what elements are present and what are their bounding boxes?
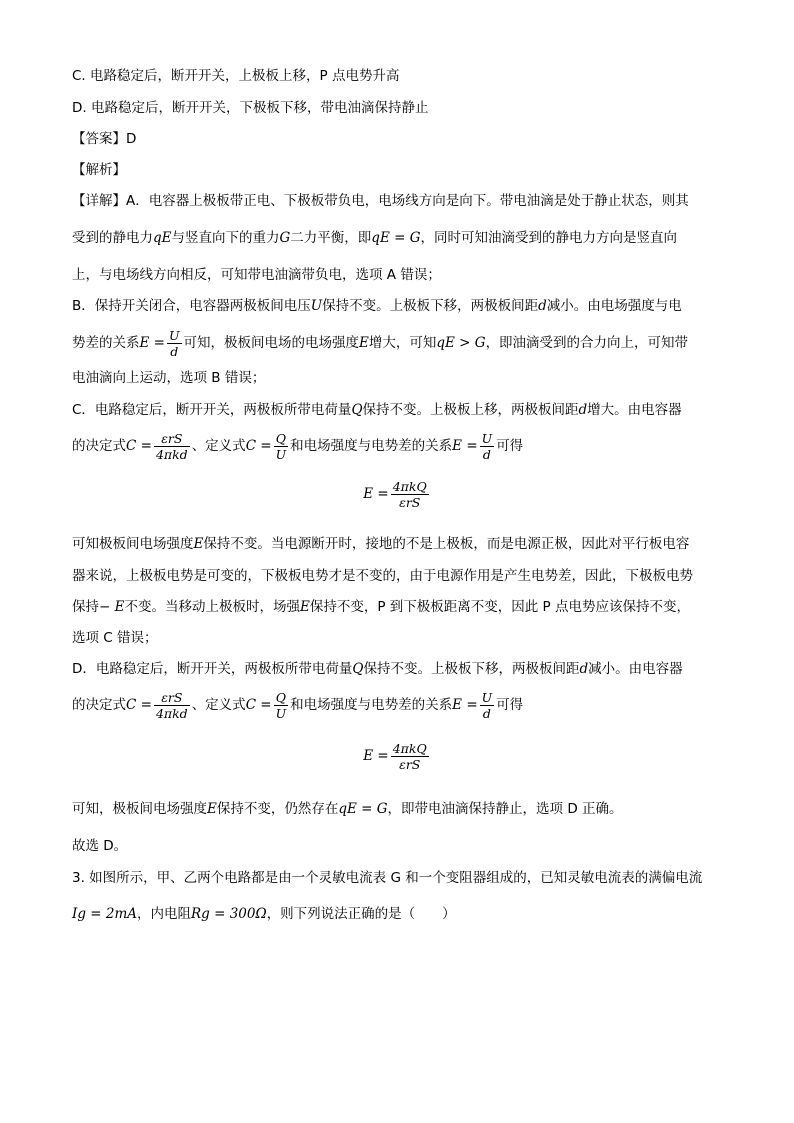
text: 可得 xyxy=(496,697,524,713)
answer-line: 【答案】D xyxy=(72,131,137,147)
denominator: 4πkd xyxy=(155,705,188,721)
question-3-line1: 3. 如图所示，甲、乙两个电路都是由一个灵敏电流表 G 和一个变阻器组成的，已知灵敏电流表的满偏电流 xyxy=(72,870,703,886)
text: 减小。由电场强度与电 xyxy=(546,298,682,314)
formula: Q xyxy=(352,661,364,677)
detail-c-line5 xyxy=(72,597,690,617)
numerator: U xyxy=(168,327,180,343)
text: 减小。由电容器 xyxy=(588,661,683,677)
equation-c xyxy=(0,478,794,510)
detail-b-line1 xyxy=(72,296,682,316)
text: 增大。由电容器 xyxy=(587,402,682,418)
formula: E = xyxy=(363,486,389,502)
fraction-field xyxy=(391,741,429,772)
conclusion: 故选 D。 xyxy=(72,838,128,854)
numerator: εrS xyxy=(154,690,190,706)
text: 不变。当移动上极板时，场强 xyxy=(124,599,300,615)
text: 的决定式 xyxy=(72,438,126,454)
formula: U xyxy=(310,298,323,314)
text: 可知，极板间电场的电场强度 xyxy=(183,335,360,351)
numerator: εrS xyxy=(154,431,190,447)
formula: E xyxy=(193,536,204,552)
text: 保持不变，仍然存在 xyxy=(216,801,339,817)
text: D．电路稳定后，断开开关，两极板所带电荷量 xyxy=(72,661,353,677)
text: 势差的关系 xyxy=(72,335,140,351)
question-3-line2 xyxy=(72,904,456,924)
detail-c-line2 xyxy=(72,430,523,462)
text: 增大，可知 xyxy=(368,335,437,351)
fraction-capacitance xyxy=(154,690,190,721)
formula: G xyxy=(279,230,291,246)
text: 可知极板间电场强度 xyxy=(72,536,194,552)
formula: E = xyxy=(452,438,478,454)
text: 、定义式 xyxy=(191,438,246,454)
formula: E = xyxy=(363,748,389,764)
detail-a-line3: 上，与电场线方向相反，可知带电油滴带负电，选项 A 错误； xyxy=(72,267,441,283)
formula: qE = G xyxy=(338,801,388,817)
text: 二力平衡，即 xyxy=(290,230,372,246)
detail-d-line3 xyxy=(72,799,623,819)
formula: E xyxy=(299,599,310,615)
denominator: εrS xyxy=(399,494,421,510)
denominator: U xyxy=(275,705,287,721)
numerator: U xyxy=(481,430,493,446)
detail-b-line3: 电油滴向上运动，选项 B 错误； xyxy=(72,370,266,386)
fraction-u-over-d xyxy=(480,431,495,462)
option-c: C. 电路稳定后，断开开关，上极板上移，P 点电势升高 xyxy=(72,68,400,84)
detail-c-line4: 器来说，上极板电势是可变的，下极板电势才是不变的，由于电源作用是产生电势差，因此，下极板电势 xyxy=(72,568,693,584)
numerator: Q xyxy=(274,431,289,447)
text: ，即带电油滴保持静止，选项 D 正确。 xyxy=(387,801,623,817)
equation-d xyxy=(0,740,794,772)
formula: E xyxy=(359,335,369,351)
text: 保持不变。上极板下移，两极板间距 xyxy=(363,661,580,677)
text: ，则下列说法正确的是（ ） xyxy=(266,906,456,922)
denominator: d xyxy=(170,343,179,359)
numerator: 4πkQ xyxy=(392,478,427,494)
analysis-heading: 【解析】 xyxy=(72,162,126,178)
text: C．电路稳定后，断开开关，两极板所带电荷量 xyxy=(72,402,352,418)
text: 保持不变。当电源断开时，接地的不是上极板，而是电源正极，因此对平行板电容 xyxy=(203,536,690,552)
denominator: U xyxy=(275,446,287,462)
fraction-u-over-d xyxy=(480,690,495,721)
text: 、定义式 xyxy=(191,697,246,713)
formula: C = xyxy=(245,697,272,713)
formula: C = xyxy=(126,438,152,454)
text: 保持不变。上极板下移，两极板间距 xyxy=(322,298,539,314)
formula: C = xyxy=(245,438,272,454)
text: 受到的静电力 xyxy=(72,230,153,246)
text: 保持不变。上极板上移，两极板间距 xyxy=(362,402,579,418)
option-d: D. 电路稳定后，断开开关，下极板下移，带电油滴保持静止 xyxy=(72,100,429,116)
text: ，内电阻 xyxy=(137,906,192,922)
text: 可得 xyxy=(496,438,524,454)
detail-d-line2 xyxy=(72,689,523,721)
formula: E = xyxy=(139,335,165,351)
denominator: d xyxy=(482,705,491,721)
detail-c-line6: 选项 C 错误； xyxy=(72,630,158,646)
fraction-q-over-u xyxy=(274,690,289,721)
formula-full-scale-current: Ig = 2mA xyxy=(72,906,138,922)
text: 保持不变，P 到下极板距离不变，因此 P 点电势应该保持不变， xyxy=(309,599,690,615)
formula: d xyxy=(578,402,588,418)
formula: E = xyxy=(452,697,478,713)
fraction-capacitance xyxy=(154,431,190,462)
formula: qE = G xyxy=(371,230,421,246)
formula-internal-resistance: Rg = 300Ω xyxy=(191,906,267,922)
detail-a-line1: 【详解】A．电容器上极板带正电、下极板带负电，电场线方向是向下。带电油滴是处于静止状态，则其 xyxy=(72,193,689,209)
text: 可知，极板间电场强度 xyxy=(72,801,207,817)
text: 和电场强度与电势差的关系 xyxy=(290,697,453,713)
detail-b-line2 xyxy=(72,327,688,359)
detail-d-line1 xyxy=(72,659,683,679)
formula: qE > G xyxy=(436,335,486,351)
text: ，即油滴受到的合力向上，可知带 xyxy=(485,335,689,351)
detail-c-line1 xyxy=(72,400,682,420)
numerator: U xyxy=(481,689,493,705)
text: ，同时可知油滴受到的静电力方向是竖直向 xyxy=(420,230,677,246)
numerator: Q xyxy=(274,690,289,706)
detail-a-line2 xyxy=(72,228,677,248)
denominator: d xyxy=(482,446,491,462)
fraction-field xyxy=(391,479,429,510)
fraction-u-over-d xyxy=(167,328,182,359)
text: 的决定式 xyxy=(72,697,126,713)
denominator: εrS xyxy=(399,756,421,772)
formula: C = xyxy=(126,697,152,713)
text: 和电场强度与电势差的关系 xyxy=(290,438,453,454)
text: 保持 xyxy=(72,599,99,615)
detail-c-line3 xyxy=(72,534,689,554)
formula: − E xyxy=(99,599,125,615)
formula: Q xyxy=(351,402,363,418)
text: B．保持开关闭合，电容器两极板间电压 xyxy=(72,298,311,314)
fraction-q-over-u xyxy=(274,431,289,462)
formula: qE xyxy=(153,230,172,246)
formula: d xyxy=(538,298,547,314)
text: 与竖直向下的重力 xyxy=(171,230,280,246)
formula: d xyxy=(579,661,589,677)
formula: E xyxy=(207,801,217,817)
numerator: 4πkQ xyxy=(392,740,427,756)
denominator: 4πkd xyxy=(155,446,188,462)
